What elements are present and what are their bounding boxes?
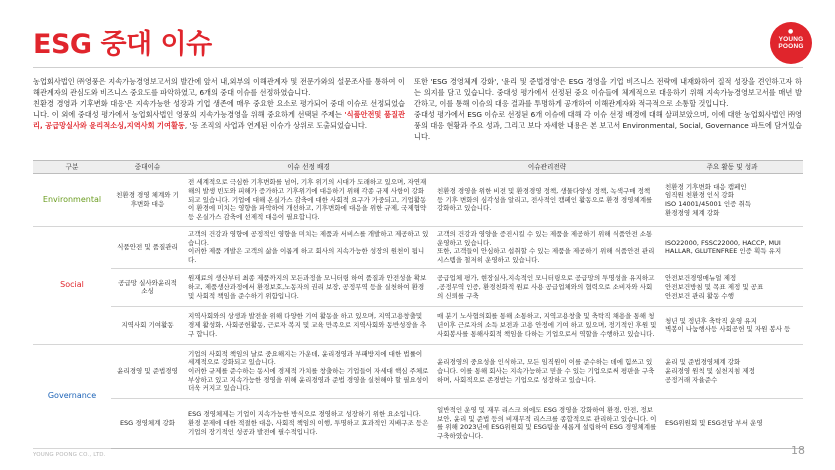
background-cell: 원재료의 생산부터 최종 제품까지의 모든과정을 모니터링 하여 품질과 안전성을 확보하고, 제품생산과정에서 환경보호,노동자의 권리 보장, 공정무역 등을 실천하여 환경 및 사회적 책임을 준수하기 위함입니다. [184,268,433,306]
strategy-cell: 일반적인 운영 및 재무 리스크 외에도 ESG 경영을 강화하여 환경, 안전, 정보보안, 윤리 및 준법 등의 비재무적 리스크를 종합적으로 관리하고 있습니다. 이를 위해 2023년에 ESG위원회 및 ESG팀을 새롭게 설립하여 ESG 경영체계를 구축하였습니다. [433,398,661,448]
header-material-issue: 중대이슈 [111,161,184,174]
strategy-cell: 고객의 건강과 영양을 증진시킬 수 있는 제품을 제공하기 위해 식품안전 소통 운영하고 있습니다. 또한, 고객들이 안심하고 섭취할 수 있는 제품을 제공하기 위해 식품안전 관리 시스템을 철저히 운영하고 있습니다. [433,227,661,269]
table-row [33,174,803,227]
esg-issues-table [33,160,803,449]
pillar-environmental: Environmental [33,174,111,227]
intro-left-paragraph-1: 농업회사법인 ㈜영풍은 지속가능경영보고서의 발간에 앞서 내,외부의 이해관계자 및 전문가와의 설문조사를 통하여 이해관계자의 관심도와 비즈니스 중요도를 파악하였고, 6개의 중대 이슈를 선정하였습니다. [33,77,405,97]
strategy-cell: 공급업체 평가, 현장실사,지속적인 모니터링으로 공급망의 투명성을 유지하고 ,공정무역 인증, 환경친화적 원료 사용 공급업체와의 협력으로 소비자와 사회의 신뢰를 구축 [433,268,661,306]
background-cell: 기업의 사회적 책임의 날로 중요해지는 가운데, 윤리경영과 부패방지에 대한 법률이 세계적으로 강화되고 있습니다. 이러한 규제를 준수하는 동시에 경제적 가치를 창출하는 기업들이 자세대 핵심 주체로 부상하고 있고 지속가능한 경영을 위해 윤리경영과 준법 경영을 실천해야 할 필요성이 더욱 커지고 있습니다. [184,344,433,398]
table-row [33,227,803,269]
issue-cell: 친환경 경영 체계와 기후변화 대응 [111,174,184,227]
performance-cell: 안전보건경영매뉴얼 제정 안전보건방침 및 목표 제정 및 공표 안전보건 관리 활동 수행 [661,268,803,306]
background-cell: 지역사회와의 상생과 발전을 위해 다양한 기여 활동을 하고 있으며, 지역고용창출및 경제 활성화, 사회공헌활동, 근로자 복지 및 교육 만족으로 지역사회와 동반성장을 추구 합니다. [184,306,433,344]
page-title: ESG 중대 이슈 [33,29,212,60]
performance-cell: 윤리 및 준법경영체계 강화 윤리경영 원칙 및 실천지침 제정 공정거래 자율준수 [661,344,803,398]
header-category: 구분 [33,161,111,174]
pillar-governance: Governance [33,344,111,448]
performance-cell: ISO22000, FSSC22000, HACCP, MUI HALLAR, GLUTENFREE 인증 획득 유지 [661,227,803,269]
strategy-cell: 친환경 경영을 위한 비전 및 환경경영 정책, 생물다양성 정책, 녹색구매 정책 등 기후 변화의 심각성을 알리고, 전사적인 캠페인 활동으로 환경 경영체계를 강화하고 있습니다. [433,174,661,227]
header-selection-background: 이슈 선정 배경 [184,161,433,174]
issue-cell: 식품안전 및 품질관리 [111,227,184,269]
logo-leaf-icon: ● [788,28,794,35]
intro-right-column [414,77,802,142]
intro-highlight-issues: '식품안전및 품질관리, 공급망실사와 윤리적소싱,지역사회 기여활동 [33,109,406,130]
title-divider [33,67,803,68]
issue-cell: 윤리경영 및 준법경영 [111,344,184,398]
intro-left-p2-start: 친환경 경영과 기후변화 대응'은 지속가능한 성장과 기업 생존에 매우 중요한 요소로 평가되어 중대 이슈로 선정되었습니다. 이 외에 중대성 평가에서 농업회사법인 영풍의 지속가능경영을 위해 중요하게 선택된 주제는 [33,98,405,119]
performance-cell: ESG위원회 및 ESG전담 부서 운영 [661,398,803,448]
intro-left-paragraph-2 [33,99,405,132]
table-row [33,306,803,344]
pillar-social: Social [33,227,111,345]
table-header-row [33,161,803,174]
performance-cell: 청년 및 정년후 축탁직 운영 유지 벽봉이 나눔행사등 사회공헌 및 자원 봉사 등 [661,306,803,344]
background-cell: 전 세계적으로 극심한 기후변화를 넘어, 기후 위기의 시대가 도래하고 있으며, 자연재해의 발생 빈도와 피해가 증가하고 기후위기에 대응하기 위해 각종 규제 사항이 강화되고 있습니다. 기업에 대해 온실가스 감축에 대한 사회적 요구가 가중되고, 기업활동이 환경에 미치는 영향을 파악하여 개선하고, 기후변화에 대응을 위한 규제, 국제협약 등 온실가스 감축에 선제적 대응이 필요합니다. [184,174,433,227]
logo-line-2: POONG [778,43,804,50]
footer-company-name: YOUNG POONG CO., LTD. [33,452,106,458]
intro-right-paragraph-1: 또한 'ESG 경영체계 강화', '윤리 및 준법경영'은 ESG 경영을 기업 비즈니스 전략에 내재화하여 질적 성장을 견인하고자 하는 의지를 담고 있습니다. 중대성 평가에서 선정된 중요 이슈들에 체계적으로 대응하기 위해 지속가능경영보고서를 매년 발간하고, 이를 통해 이슈의 대응 결과를 투명하게 공개하여 이해관계자와 적극적으로 소통할 것입니다. [414,77,802,108]
page-number: 18 [791,444,805,457]
intro-left-p2-end: , '등 조직의 사업과 연계된 이슈가 상위로 도출되었습니다. [184,120,368,130]
strategy-cell: 매 분기 노사협의회를 통해 소통하고, 지역고용창출 및 축탁직 채용을 통해 청년이후 근로자의 소득 보전과 고용 안정에 기여 하고 있으며, 정기적인 후원 및 사회봉사를 통해사회적 책임을 다하는 기업으로서 역할을 수행하고 있습니다. [433,306,661,344]
issue-cell: 지역사회 기여활동 [111,306,184,344]
table-row [33,344,803,398]
header-management-strategy: 이슈관리전략 [433,161,661,174]
company-logo [770,22,812,64]
strategy-cell: 윤리경영의 중요성을 인식하고, 모든 임직원이 이를 준수하는 데에 힘쓰고 있습니다. 이를 통해 회사는 지속가능하고 믿을 수 있는 기업으로써 평판을 구축하며, 사회적으로 존경받는 기업으로 성장하고 있습니다. [433,344,661,398]
header-key-activities: 주요 활동 및 성과 [661,161,803,174]
background-cell: 고객의 건강과 영향에 공정적인 영향을 미치는 제품과 서비스를 개발하고 제공하고 있습니다. 이러한 제품 개발은 고객의 삶을 이롭게 하고 회사의 지속가능한 성장의 원천이 됩니다. [184,227,433,269]
table-row [33,398,803,448]
intro-right-paragraph-2: 중대성 평가에서 ESG 이슈로 선정된 6개 이슈에 대해 각 이슈 선정 배경에 대해 살펴보았으며, 이에 대한 농업회사법인 ㈜영풍의 대응 현황과 주요 성과, 그리고 보다 자세한 내용은 본 보고서 Environmental, Social, Governance 파트에 담겨있습니다. [414,109,802,141]
issue-cell: ESG 경영체계 강화 [111,398,184,448]
table-row [33,268,803,306]
logo-line-1: YOUNG [778,36,804,43]
background-cell: ESG 경영체제는 기업이 지속가능한 방식으로 경영하고 성장하기 위한 요소입니다. 환경 문제에 대한 적절한 대응, 사회적 책임의 이행, 투명하고 효과적인 지배구조 등은 기업의 장기적인 성공과 발전에 필수적입니다. [184,398,433,448]
performance-cell: 친환경 기후변화 대응 캠페인 임직원 친환경 인식 강화 ISO 14001/45001 인증 취득 환경경영 체계 강화 [661,174,803,227]
intro-left-column [33,77,405,132]
issue-cell: 공급망 실사와윤리적 소싱 [111,268,184,306]
